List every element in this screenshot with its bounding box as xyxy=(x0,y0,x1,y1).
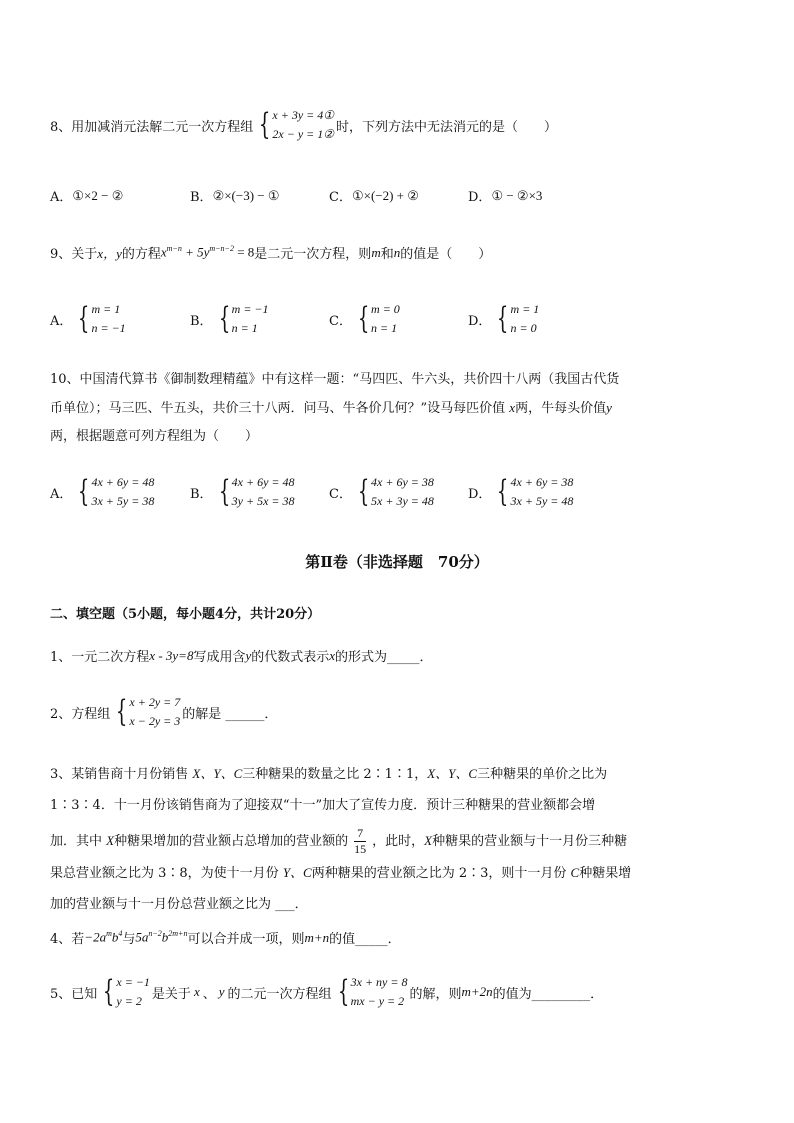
question-line-4 xyxy=(50,859,750,888)
question-9 xyxy=(50,243,491,262)
option-label: A． xyxy=(50,486,73,502)
option-label: C． xyxy=(329,313,352,329)
solution-system: { x = −1 y = 2 xyxy=(103,974,150,1009)
exponent: 4 xyxy=(118,929,123,939)
equation-system: { x + 3y = 4① 2x − y = 1② xyxy=(259,107,334,142)
question-line-5: 加的营业额与十一月份总营业额之比为 ___． xyxy=(50,897,308,912)
text: 三种糖果的单价之比为 xyxy=(477,767,608,782)
equation-system: { x + 2y = 7 x − 2y = 3 xyxy=(116,694,181,729)
variable-x: x xyxy=(329,647,336,663)
fill-question-4 xyxy=(50,928,401,947)
equation-2: n = −1 xyxy=(91,321,126,335)
variable-y: y xyxy=(606,400,612,415)
option-text: ① − ②×3 xyxy=(491,187,543,203)
text: 的形式为_____． xyxy=(335,650,433,665)
equation-1: 4x + 6y = 38 xyxy=(371,475,434,489)
question-line-1 xyxy=(50,366,750,394)
text: 三种糖果的数量之比 2∶1∶1， xyxy=(242,767,428,782)
exponent: n−2 xyxy=(148,929,162,939)
term: = 8 xyxy=(233,244,255,260)
option-label: C． xyxy=(329,486,352,502)
option-a[interactable] xyxy=(50,186,123,205)
option-label: B． xyxy=(190,313,213,329)
separator: 、 xyxy=(202,986,216,1002)
variable-n: n xyxy=(393,244,401,260)
variables: Y、C xyxy=(282,865,312,880)
base: 5a xyxy=(135,929,149,945)
option-c[interactable] xyxy=(329,473,436,511)
question-number: 2、 xyxy=(50,706,72,722)
base: −2a xyxy=(84,929,107,945)
text: 若 xyxy=(71,932,85,947)
text: 的代数式表示 xyxy=(251,650,330,665)
numerator: 7 xyxy=(357,826,364,840)
denominator: 15 xyxy=(354,842,367,856)
equation-system: { m = −1 n = 1 xyxy=(218,301,269,336)
equation-system: { 4x + 6y = 48 3y + 5x = 38 xyxy=(218,474,295,509)
option-b[interactable] xyxy=(190,186,280,205)
equation-2: 3y + 5x = 38 xyxy=(231,494,295,508)
variable-m: m xyxy=(371,244,381,260)
question-number: 9、 xyxy=(50,247,72,262)
question-line-1 xyxy=(50,760,750,789)
fill-question-2 xyxy=(50,693,277,731)
variable-x: x xyxy=(193,984,200,999)
text: 是关于 xyxy=(151,986,191,1002)
variables: X、Y、C xyxy=(427,766,478,781)
text: 是二元一次方程，则 xyxy=(254,247,372,262)
option-text: ②×(−3) − ① xyxy=(212,187,280,203)
text: 和 xyxy=(380,247,394,262)
equation-2: mx − y = 2 xyxy=(350,994,405,1008)
section-title: 第Ⅱ卷（非选择题 70分） xyxy=(305,553,489,571)
equation-2: 5x + 3y = 48 xyxy=(371,494,434,508)
equation-system: { 4x + 6y = 38 3x + 5y = 48 xyxy=(497,474,574,509)
text: 币单位）；马三匹、牛五头，共价三十八两．问马、牛各价几何？”设马每匹价值 xyxy=(50,401,510,416)
equation-1: m = 0 xyxy=(371,302,400,316)
text: 的解，则 xyxy=(409,986,462,1002)
question-number: 4、 xyxy=(50,932,72,947)
option-b[interactable] xyxy=(190,473,297,511)
equation-1: 4x + 6y = 48 xyxy=(231,475,295,489)
equation-1: m = 1 xyxy=(510,302,540,316)
equation-1: 4x + 6y = 48 xyxy=(91,475,155,489)
text: 关于 xyxy=(71,247,98,262)
question-line-3: 两，根据题意可列方程组为（ ） xyxy=(50,429,259,444)
option-a[interactable] xyxy=(50,300,128,338)
equation-system: { m = 0 n = 1 xyxy=(357,301,400,336)
exponent: 2m+n xyxy=(168,929,188,939)
question-8 xyxy=(50,106,557,144)
text: 的值_____． xyxy=(329,932,401,947)
equation-system: { 4x + 6y = 38 5x + 3y = 48 xyxy=(357,474,434,509)
text: 种糖果增 xyxy=(579,866,632,881)
question-10 xyxy=(50,366,750,451)
term-1 xyxy=(84,929,122,945)
equation-2: 3x + 5y = 38 xyxy=(91,494,155,508)
fill-question-5 xyxy=(50,973,603,1011)
equation xyxy=(161,244,254,260)
question-number: 10、 xyxy=(50,372,80,387)
question-stem-end: 时，下列方法中无法消元的是（ ） xyxy=(336,119,558,135)
text: 可以合并成一项，则 xyxy=(187,932,305,947)
text: ，此时， xyxy=(372,834,425,849)
text: 某销售商十月份销售 xyxy=(71,767,193,782)
text: 种糖果的营业额与十一月份三种糖 xyxy=(432,834,628,849)
exponent: m−n−2 xyxy=(209,244,234,254)
term: x xyxy=(160,244,167,260)
term: + 5y xyxy=(181,244,210,260)
text: 与 xyxy=(122,932,136,947)
text: 已知 xyxy=(71,986,98,1002)
text: 两，牛每头价值 xyxy=(515,401,607,416)
expression: m+n xyxy=(304,929,330,945)
variable-y: y xyxy=(218,984,225,999)
question-stem: 用加减消元法解二元一次方程组 xyxy=(71,119,254,135)
text: 方程组 xyxy=(71,706,111,722)
part-heading: 二、填空题（5小题，每小题4分，共计20分） xyxy=(50,607,321,622)
option-label: B． xyxy=(190,190,213,205)
equation-2: 3x + 5y = 48 xyxy=(510,494,574,508)
text: 的方程 xyxy=(121,247,161,262)
equation-1: x = −1 xyxy=(116,975,150,989)
question-line-2 xyxy=(50,394,750,423)
equation-2: 2x − y = 1② xyxy=(272,127,334,141)
option-text: ①×(−2) + ② xyxy=(351,187,419,203)
option-label: D． xyxy=(468,313,492,329)
equation-system: { m = 1 n = −1 xyxy=(78,301,126,336)
expression: m+2n xyxy=(461,984,493,999)
base: b xyxy=(111,929,119,945)
equation-system: { 3x + ny = 8 mx − y = 2 xyxy=(337,974,408,1009)
question-number: 8、 xyxy=(50,119,72,135)
variable-x: X xyxy=(424,833,433,848)
variables: x，y xyxy=(97,246,122,261)
option-c[interactable] xyxy=(329,186,419,205)
option-a[interactable] xyxy=(50,473,156,511)
equation-1: m = −1 xyxy=(231,302,269,316)
text: 一元二次方程 xyxy=(71,650,150,665)
equation-2: n = 1 xyxy=(231,321,258,335)
option-d[interactable] xyxy=(468,186,542,205)
text: 写成用含 xyxy=(193,650,246,665)
text: 两种糖果的营业额之比为 2∶3，则十一月份 xyxy=(311,866,571,881)
exponent: m−n xyxy=(166,244,182,254)
option-text: ①×2 − ② xyxy=(72,187,124,203)
equation-1: m = 1 xyxy=(91,302,121,316)
option-label: B． xyxy=(190,486,213,502)
equation: x - 3y=8 xyxy=(149,647,194,663)
variable-x: x xyxy=(509,400,516,415)
equation-2: n = 0 xyxy=(510,321,537,335)
question-number: 5、 xyxy=(50,986,72,1002)
text: 果总营业额之比为 3∶8，为使十一月份 xyxy=(50,866,283,881)
equation-1: x + 3y = 4① xyxy=(272,108,334,122)
equation-2: y = 2 xyxy=(116,994,142,1008)
question-line-2: 1∶3∶4．十一月份该销售商为了迎接双“十一”加大了宣传力度．预计三种糖果的营业额都会增 xyxy=(50,798,596,813)
question-line-3 xyxy=(50,826,750,857)
variable-y: y xyxy=(245,647,252,663)
equation-1: 3x + ny = 8 xyxy=(350,975,408,989)
option-b[interactable] xyxy=(190,300,271,338)
equation-1: x + 2y = 7 xyxy=(129,695,181,709)
option-label: A． xyxy=(50,313,73,329)
fraction xyxy=(354,826,366,857)
equation-1: 4x + 6y = 38 xyxy=(510,475,574,489)
option-label: A． xyxy=(50,190,73,205)
text: 的值是（ ） xyxy=(400,247,492,262)
option-c[interactable] xyxy=(329,300,402,338)
option-label: C． xyxy=(329,190,352,205)
equation-system: { m = 1 n = 0 xyxy=(497,301,540,336)
term-2 xyxy=(135,929,187,945)
option-d[interactable] xyxy=(468,473,575,511)
text: 的二元一次方程组 xyxy=(227,986,332,1002)
base: b xyxy=(161,929,169,945)
equation-2: n = 1 xyxy=(371,321,398,335)
option-d[interactable] xyxy=(468,300,541,338)
exponent: m xyxy=(106,929,112,939)
text: 中国清代算书《御制数理精蕴》中有这样一题：“马四匹、牛六头，共价四十八两（我国古代货 xyxy=(79,372,620,387)
text: 加．其中 xyxy=(50,834,107,849)
question-number: 3、 xyxy=(50,767,72,782)
option-label: D． xyxy=(468,486,492,502)
equation-2: x − 2y = 3 xyxy=(129,714,181,728)
variable-x: X xyxy=(106,833,115,848)
fill-question-3 xyxy=(50,760,750,919)
text: 种糖果增加的营业额占总增加的营业额的 xyxy=(114,834,349,849)
fill-question-1 xyxy=(50,646,433,665)
variable-c: C xyxy=(570,865,580,880)
variables: X、Y、C xyxy=(192,766,243,781)
option-label: D． xyxy=(468,190,492,205)
equation-system: { 4x + 6y = 48 3x + 5y = 38 xyxy=(78,474,155,509)
question-number: 1、 xyxy=(50,650,72,665)
text: 的解是 ______． xyxy=(182,706,278,722)
text: 的值为_________． xyxy=(492,986,604,1002)
